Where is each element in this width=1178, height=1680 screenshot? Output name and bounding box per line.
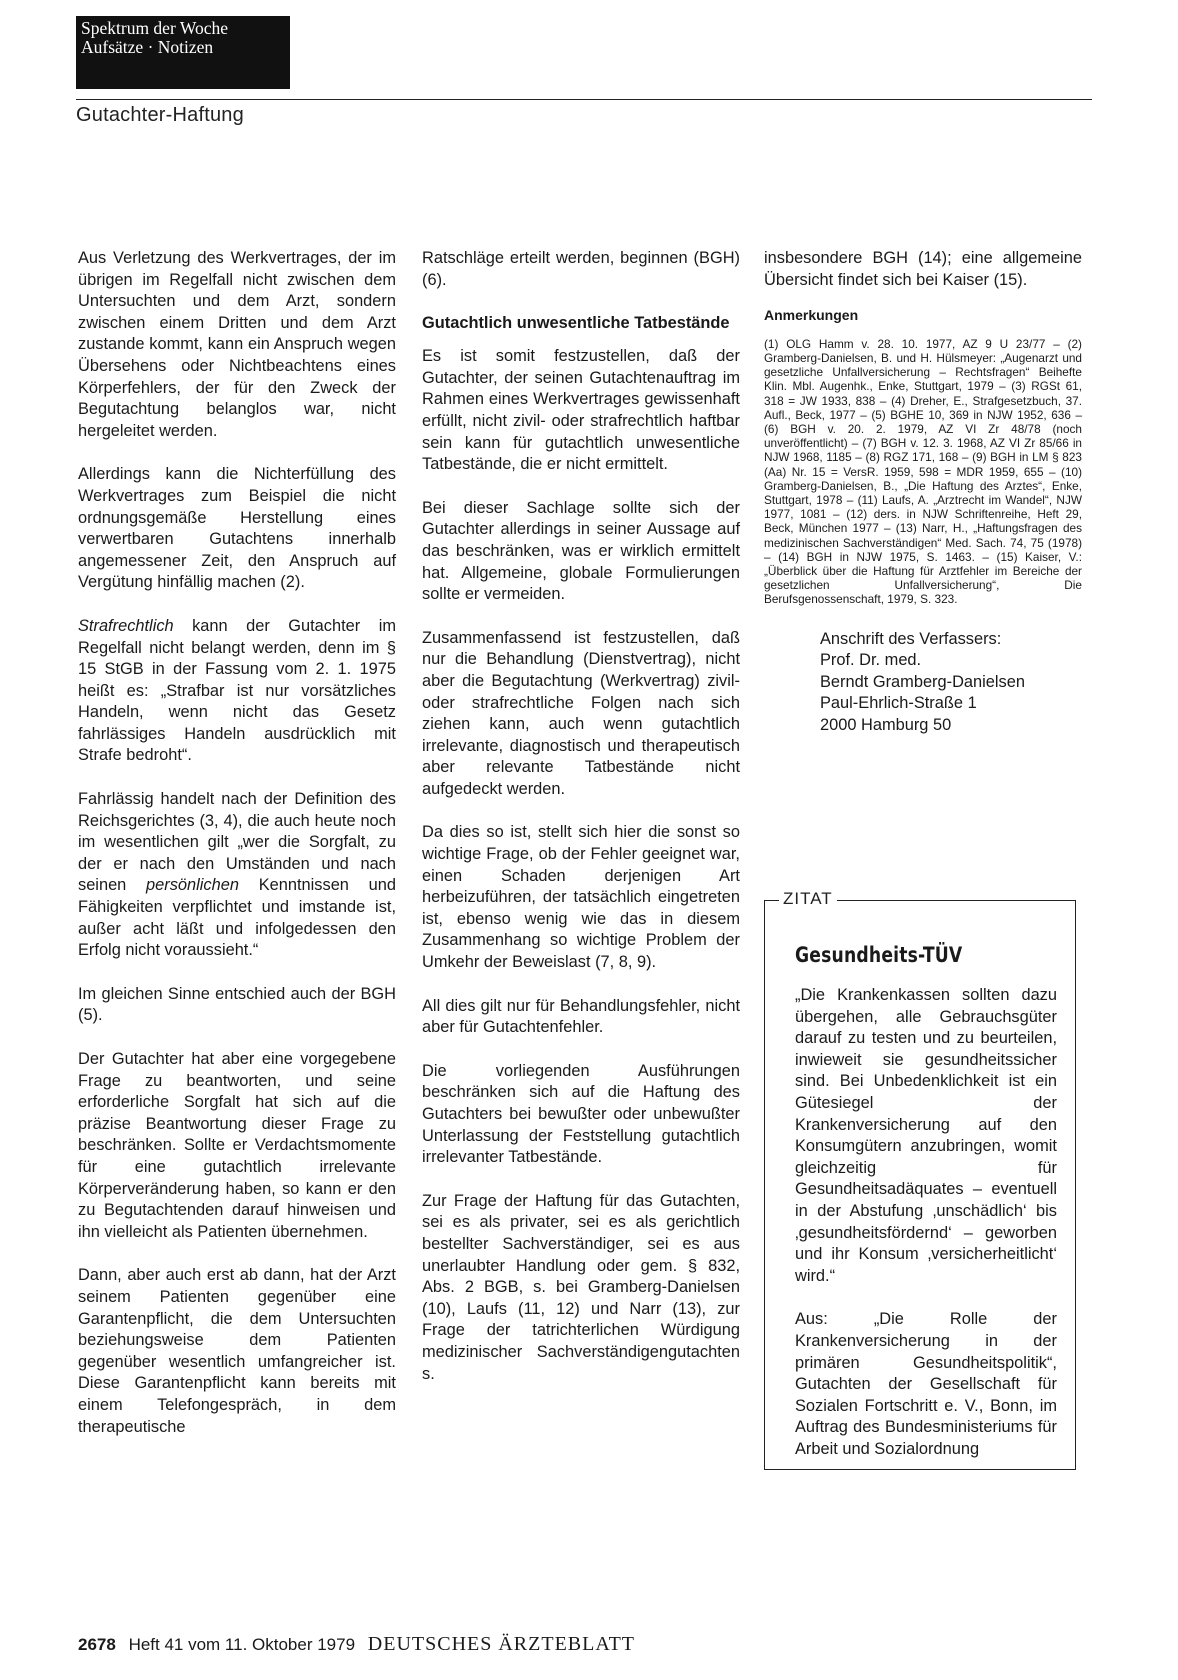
section-label-line1: Spektrum der Woche	[81, 18, 228, 38]
header-rule	[76, 99, 1092, 100]
quote-title: Gesundheits-TÜV	[795, 943, 963, 967]
section-label-line2: Aufsätze · Notizen	[81, 37, 214, 57]
column-2	[422, 248, 740, 1385]
column-1	[78, 248, 396, 1438]
topic-title: Gutachter-Haftung	[76, 104, 244, 126]
address-line: Paul-Ehrlich-Straße 1	[820, 694, 977, 713]
paragraph: All dies gilt nur für Behandlungsfehler, nicht aber für Gutachtenfehler.	[422, 996, 740, 1037]
paragraph-text: Kenntnissen und Fähigkeiten verpflichtet und imstande ist, außer acht läßt und infolgedessen den Erfolg nicht voraussieht.“	[78, 876, 396, 960]
journal-name: DEUTSCHES ÄRZTEBLATT	[367, 1633, 635, 1655]
paragraph: Der Gutachter hat aber eine vorgegebene Frage zu beantworten, und seine erforderliche Sorgfalt hat sich auf die präzise Beantwortung dieser Frage zu beschränken. Sollte er Verdachtsmomente für eine gutachtlich irrelevante Körperveränderung haben, so kann er den zu Begutachtenden darauf hinweisen und ihn vielleicht als Patienten übernehmen.	[78, 1050, 396, 1241]
quote-text: „Die Krankenkassen sollten dazu übergehen, alle Gebrauchsgüter darauf zu testen und zu beurteilen, inwieweit sie gesundheitssicher sind. Bei Unbedenklichkeit ist ein Gütesiegel der Krankenversicherung auf den Konsumgütern anzubringen, womit gleichzeitig für Gesundheitsadäquates – eventuell in der Abstufung ‚unschädlich‘ bis ‚gesundheitsfördernd‘ – geworben und ihr Konsum ‚versicherheitlicht‘ wird.“	[795, 986, 1057, 1285]
quote-box-label: ZITAT	[779, 889, 837, 909]
notes-list: (1) OLG Hamm v. 28. 10. 1977, AZ 9 U 23/77 – (2) Gramberg-Danielsen, B. und H. Hülsmeyer: „Augenarzt und gesetzliche Unfallversicherung – Rechtsfragen“ Beihefte Klin. Mbl. Augenhk., Enke, Stuttgart, 1979 – (3) RGSt 61, 318 = JW 1933, 838 – (4) Dreher, E., Strafgesetzbuch, 37. Aufl., Beck, 1977 – (5) BGHE 10, 369 in NJW 1952, 636 – (6) BGH v. 20. 2. 1979, AZ VI Zr 48/78 (noch unveröffentlicht) – (7) BGH v. 12. 3. 1968, AZ VI Zr 85/66 in NJW 1968, 1185 – (8) RGZ 171, 168 – (9) BGH in LM § 823 (Aa) Nr. 15 = VersR. 1959, 598 = MDR 1959, 655 – (10) Gramberg-Danielsen, B., „Die Haftung des Arztes“, Enke, Stuttgart, 1978 – (11) Laufs, A. „Arztrecht im Wandel“, NJW 1977, 1081 – (12) ders. in NJW Schriftenreihe, Heft 29, Beck, München 1977 – (13) Narr, H., „Haftungsfragen des medizinischen Sachverständigen“ Med. Sach. 74, 75 (1978) – (14) BGH in NJW 1975, S. 1463. – (15) Kaiser, V.: „Überblick über die Haftung für Arztfehler im Bereiche der gesetzlichen Unfallversicherung“, Die Berufsgenossenschaft, 1979, S. 323.	[764, 336, 1082, 607]
paragraph: Bei dieser Sachlage sollte sich der Gutachter allerdings in seiner Aussage auf das beschränken, was er wirklich ermittelt hat. Allgemeine, globale Formulierungen sollte er vermeiden.	[422, 498, 740, 604]
quote-body	[795, 985, 1057, 1482]
paragraph: Dann, aber auch erst ab dann, hat der Arzt seinem Patienten gegenüber eine Garantenpflicht, die dem Untersuchten beziehungsweise dem Patienten gegenüber wesentlich umfangreicher ist. Diese Garantenpflicht kann bereits mit einem Telefongespräch, in dem therapeutische	[78, 1266, 396, 1436]
paragraph: Aus Verletzung des Werkvertrages, der im übrigen im Regelfall nicht zwischen dem Untersuchten und dem Arzt, sondern zwischen einem Dritten und dem Arzt zustande kommt, kann ein Anspruch wegen Übersehens oder Nichtbeachtens eines Körperfehlers, der für den Zweck der Begutachtung belanglos war, nicht hergeleitet werden.	[78, 249, 396, 440]
column-3	[764, 248, 1082, 737]
paragraph: Es ist somit festzustellen, daß der Gutachter, der seinen Gutachtenauftrag im Rahmen eines Werkvertrages gewissenhaft erfüllt, nicht zivil- oder strafrechtlich haftbar sein kann für gutachtlich unwesentliche Tatbestände, die er nicht ermittelt.	[422, 347, 740, 474]
paragraph: insbesondere BGH (14); eine allgemeine Übersicht findet sich bei Kaiser (15).	[764, 249, 1082, 289]
paragraph: Allerdings kann die Nichterfüllung des Werkvertrages zum Beispiel die nicht ordnungsgemäße Herstellung eines verwertbaren Gutachtens innerhalb angemessener Zeit, den Anspruch auf Vergütung hinfällig machen (2).	[78, 465, 396, 592]
paragraph: Die vorliegenden Ausführungen beschränken sich auf die Haftung des Gutachters bei bewußter oder unbewußter Unterlassung der Feststellung gutachtlich irrelevanter Tatbestände.	[422, 1061, 740, 1167]
address-line: Prof. Dr. med.	[820, 651, 922, 670]
quote-source: Aus: „Die Rolle der Krankenversicherung in der primären Gesundheitspolitik“, Gutachten der Gesellschaft für Sozialen Fortschritt e. V., Bonn, im Auftrag des Bundesministeriums für Arbeit und Sozialordnung	[795, 1310, 1057, 1458]
paragraph: Ratschläge erteilt werden, beginnen (BGH) (6).	[422, 249, 740, 289]
paragraph: Im gleichen Sinne entschied auch der BGH (5).	[78, 984, 396, 1025]
quote-box	[764, 889, 1076, 1470]
paragraph: Zur Frage der Haftung für das Gutachten, sei es als privater, sei es als gerichtlich bestellter Sachverständiger, sei es aus unerlaubter Handlung oder gem. § 832, Abs. 2 BGB, s. bei Gramberg-Danielsen (10), Laufs (11, 12) und Narr (13), zur Frage der tatrichterlichen Würdigung medizinischer Sachverständigengutachten s.	[422, 1191, 740, 1383]
paragraph	[78, 789, 396, 962]
paragraph-text: Fahrlässig handelt nach der Definition des Reichsgerichtes (3, 4), die auch heute noch im wesentlichen gilt „wer die Sorgfalt, zu der er nach den Umständen und nach seinen	[78, 790, 396, 895]
italic-term: Strafrechtlich	[78, 616, 174, 635]
address-line: 2000 Hamburg 50	[820, 716, 952, 735]
section-label	[76, 16, 290, 89]
page-footer	[78, 1633, 635, 1656]
paragraph-text: kann der Gutachter im Regelfall nicht belangt werden, denn im § 15 StGB in der Fassung vom 2. 1. 1975 heißt es: „Strafbar ist nur vorsätzliches Handeln, wenn nicht das Gesetz fahrlässiges Handeln ausdrücklich mit Strafe bedroht“.	[78, 616, 396, 765]
page-number: 2678	[78, 1635, 116, 1654]
issue-info: Heft 41 vom 11. Oktober 1979	[128, 1635, 356, 1654]
italic-term: persönlichen	[146, 876, 239, 895]
paragraph: Da dies so ist, stellt sich hier die sonst so wichtige Frage, ob der Fehler geeignet war, einen Schaden derjenigen Art herbeizuführen, der tatsächlich eingetreten ist, ebenso wenig wie das in diesem Zusammenhang so wichtige Problem der Umkehr der Beweislast (7, 8, 9).	[422, 823, 740, 972]
address-line: Berndt Gramberg-Danielsen	[820, 672, 1025, 691]
paragraph: Zusammenfassend ist festzustellen, daß nur die Behandlung (Dienstvertrag), nicht aber die Begutachtung (Werkvertrag) zivil- oder strafrechtliche Folgen nach sich ziehen kann, auch wenn gutachtlich irrelevante, diagnostisch und therapeutisch aber relevante Tatbestände nicht aufgedeckt werden.	[422, 628, 740, 798]
notes-heading: Anmerkungen	[764, 307, 859, 324]
subheading: Gutachtlich unwesentliche Tatbestände	[422, 314, 730, 333]
paragraph	[78, 616, 396, 767]
author-address	[820, 629, 1082, 737]
address-line: Anschrift des Verfassers:	[820, 629, 1002, 648]
